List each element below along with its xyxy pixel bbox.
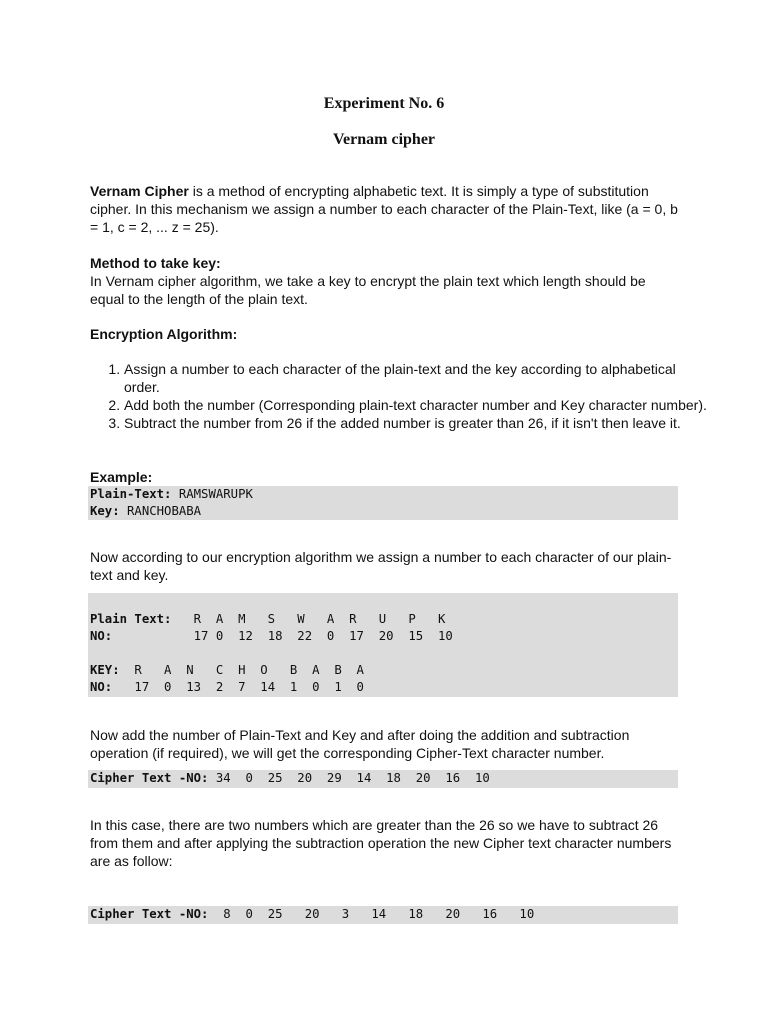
key-letters: R A N C H O B A B A — [119, 663, 364, 677]
key-numbers: 17 0 13 2 7 14 1 0 1 0 — [112, 680, 364, 694]
experiment-title: Experiment No. 6 — [323, 95, 445, 112]
key-label: Key: — [90, 504, 120, 518]
plain-numbers: 17 0 12 18 22 0 17 20 15 10 — [112, 629, 453, 643]
intro-term: Vernam Cipher — [90, 183, 189, 199]
topic-title: Vernam cipher — [332, 131, 436, 148]
key-value: RANCHOBABA — [119, 504, 202, 518]
key-method-heading: Method to take key: — [90, 255, 221, 271]
algorithm-steps — [90, 360, 714, 432]
cipher-label-1: Cipher Text -NO: — [90, 771, 209, 785]
assign-paragraph: Now according to our encryption algorithm we assign a number to each character of our plain-text and key. — [90, 549, 672, 583]
cipher-label-2: Cipher Text -NO: — [90, 907, 209, 921]
add-paragraph: Now add the number of Plain-Text and Key and after doing the addition and subtraction operation (if required), we will get the corresponding Cipher-Text character number. — [90, 727, 630, 761]
plain-text-label: Plain-Text: — [90, 487, 172, 501]
case-paragraph: In this case, there are two numbers which are greater than the 26 so we have to subtract 26 from them and after applying the subtraction operation the new Cipher text character numbers are as follow: — [90, 817, 672, 869]
key-method-text: In Vernam cipher algorithm, we take a key to encrypt the plain text which length should be equal to the length of the plain text. — [90, 273, 646, 307]
plain-letters: R A M S W A R U P K — [171, 612, 446, 626]
plain-text-value: RAMSWARUPK — [171, 487, 253, 501]
key-row-label: KEY: — [90, 663, 120, 677]
example-heading: Example: — [90, 469, 153, 485]
algorithm-step: 1. Assign a number to each character of the plain-text and the key according to alphabetical order. — [124, 360, 714, 396]
algorithm-step: 3. Subtract the number from 26 if the added number is greater than 26, if it isn't then leave it. — [124, 414, 714, 432]
cipher-values-2: 8 0 25 20 3 14 18 20 16 10 — [208, 907, 535, 921]
number-table-block — [88, 593, 678, 697]
plain-no-label: NO: — [90, 629, 113, 643]
example-code-block — [88, 486, 678, 520]
cipher-numbers-block-2 — [88, 906, 678, 924]
cipher-values-1: 34 0 25 20 29 14 18 20 16 10 — [208, 771, 490, 785]
cipher-numbers-block-1 — [88, 770, 678, 788]
key-no-label: NO: — [90, 680, 113, 694]
algorithm-heading: Encryption Algorithm: — [90, 326, 238, 342]
intro-paragraph — [90, 182, 680, 236]
intro-text: is a method of encrypting alphabetic text. It is simply a type of substitution cipher. In this mechanism we assign a number to each character of the Plain-Text, like (a = 0, b = 1, c = 2, ... z = 25). — [90, 183, 678, 235]
algorithm-step: 2. Add both the number (Corresponding plain-text character number and Key character number). — [124, 396, 714, 414]
plain-text-row-label: Plain Text: — [90, 612, 172, 626]
